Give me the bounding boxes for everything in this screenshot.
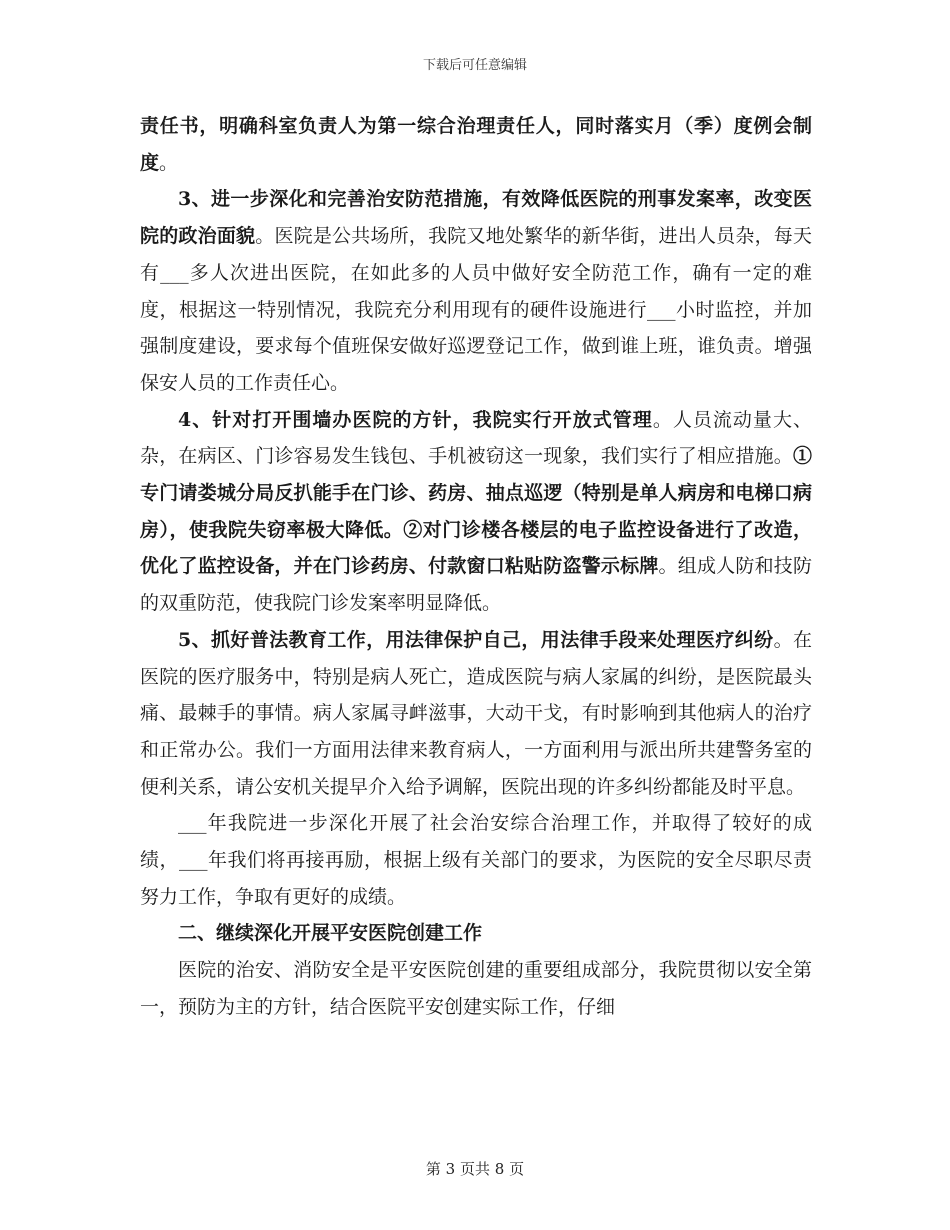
paragraph-continuation [140,108,812,181]
body-text: ___年我院进一步深化开展了社会治安综合治理工作，并取得了较好的成绩，___年我们将再接再励，根据上级有关部门的要求，为医院的安全尽职尽责努力工作，争取有更好的成绩。 [140,812,812,908]
body-text: 。医院是公共场所，我院又地处繁华的新华街，进出人员杂，每天有___多人次进出医院，在如此多的人员中做好安全防范工作，确有一定的难度，根据这一特别情况，我院充分利用现有的硬件设施进行___小时监控，并加强制度建设，要求每个值班保安做好巡逻登记工作，做到谁上班，谁负责。增强保安人员的工作责任心。 [140,225,812,394]
paragraph-item-4 [140,402,812,622]
body-text: 。在医院的医疗服务中，特别是病人死亡，造成医院与病人家属的纠纷，是医院最头痛、最棘手的事情。病人家属寻衅滋事，大动干戈，有时影响到其他病人的治疗和正常办公。我们一方面用法律来教育病人，一方面利用与派出所共建警务室的便利关系，请公安机关提早介入给予调解，医院出现的许多纠纷都能及时平息。 [140,628,812,798]
bold-lead: 4、针对打开围墙办医院的方针，我院实行开放式管理 [178,408,653,431]
body-text: 医院的治安、消防安全是平安医院创建的重要组成部分，我院贯彻以安全第一，预防为主的方针，结合医院平安创建实际工作，仔细 [140,959,812,1018]
paragraph-item-3 [140,181,812,401]
bold-measures: ①专门请娄城分局反扒能手在门诊、药房、抽点巡逻（特别是单人病房和电梯口病房），使我院失窃率极大降低。②对门诊楼各楼层的电子监控设备进行了改造，优化了监控设备，并在门诊药房、付款窗口粘贴防盗警示标牌 [140,445,812,578]
body-text: 。人员流动量大、杂，在病区、门诊容易发生钱包、手机被窃这一现象，我们实行了相应措施。 [140,408,812,468]
paragraph-section-2 [140,952,812,1025]
page-footer: 第 3 页共 8 页 [425,1160,525,1178]
bold-text: 责任书，明确科室负责人为第一综合治理责任人，同时落实月（季）度例会制度 [140,115,812,174]
body-text: 。组成人防和技防的双重防范，使我院门诊发案率明显降低。 [140,555,812,615]
bold-lead: 3、进一步深化和完善治安防范措施，有效降低医院的刑事发案率，改变医院的政治面貌 [140,188,812,248]
paragraph-item-5 [140,622,812,806]
bold-lead: 5、抓好普法教育工作，用法律保护自己，用法律手段来处理医疗纠纷 [178,628,774,651]
section-heading: 二、继续深化开展平安医院创建工作 [178,922,483,945]
page-header: 下载后可任意编辑 [422,58,527,73]
body-text: 。 [159,151,179,174]
document-body [140,108,812,1026]
paragraph-summary [140,805,812,915]
